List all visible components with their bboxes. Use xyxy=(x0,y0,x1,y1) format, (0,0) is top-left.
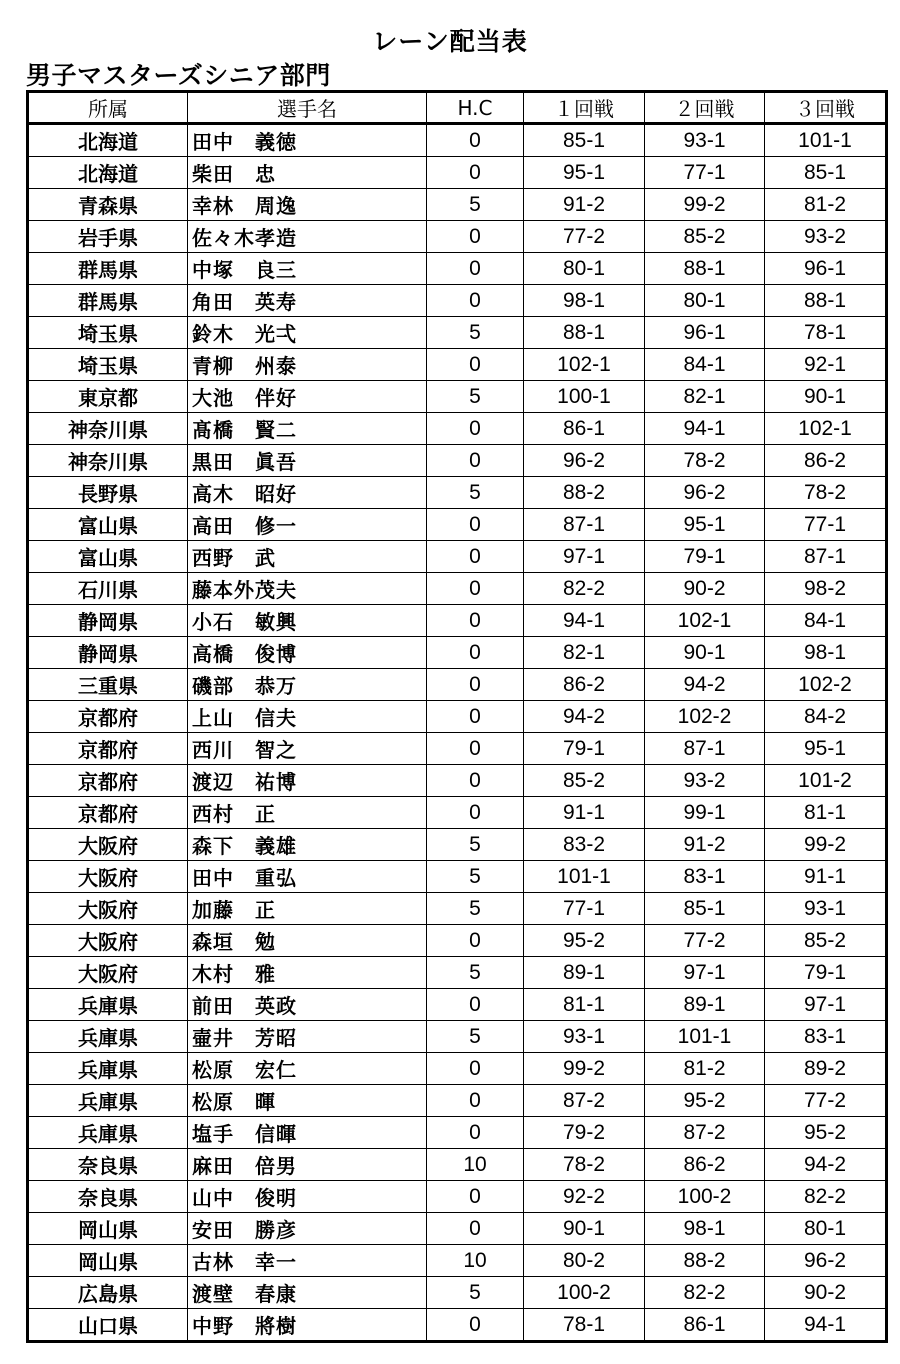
round-1-lane-cell: 80-1 xyxy=(524,253,645,285)
round-3-lane-cell: 86-2 xyxy=(765,445,887,477)
player-name-cell: 古林 幸一 xyxy=(188,1245,427,1277)
affiliation-cell: 大阪府 xyxy=(28,957,188,989)
round-3-lane-cell: 78-1 xyxy=(765,317,887,349)
header-player-name: 選手名 xyxy=(188,92,427,124)
affiliation-cell: 兵庫県 xyxy=(28,1117,188,1149)
header-handicap: H.C xyxy=(427,92,524,124)
affiliation-cell: 京都府 xyxy=(28,765,188,797)
handicap-cell: 5 xyxy=(427,861,524,893)
round-3-lane-cell: 95-1 xyxy=(765,733,887,765)
round-2-lane-cell: 99-2 xyxy=(645,189,765,221)
affiliation-cell: 石川県 xyxy=(28,573,188,605)
table-row xyxy=(28,157,887,189)
player-name-cell: 田中 重弘 xyxy=(188,861,427,893)
player-name-cell: 田中 義徳 xyxy=(188,124,427,157)
round-3-lane-cell: 84-1 xyxy=(765,605,887,637)
table-row xyxy=(28,413,887,445)
round-1-lane-cell: 91-1 xyxy=(524,797,645,829)
affiliation-cell: 大阪府 xyxy=(28,925,188,957)
round-2-lane-cell: 84-1 xyxy=(645,349,765,381)
round-2-lane-cell: 94-1 xyxy=(645,413,765,445)
round-3-lane-cell: 98-1 xyxy=(765,637,887,669)
player-name-cell: 柴田 忠 xyxy=(188,157,427,189)
player-name-cell: 高橋 俊博 xyxy=(188,637,427,669)
round-1-lane-cell: 95-2 xyxy=(524,925,645,957)
affiliation-cell: 富山県 xyxy=(28,509,188,541)
table-row xyxy=(28,1309,887,1342)
round-1-lane-cell: 86-1 xyxy=(524,413,645,445)
round-2-lane-cell: 87-2 xyxy=(645,1117,765,1149)
round-1-lane-cell: 101-1 xyxy=(524,861,645,893)
affiliation-cell: 大阪府 xyxy=(28,829,188,861)
round-3-lane-cell: 91-1 xyxy=(765,861,887,893)
table-row xyxy=(28,573,887,605)
affiliation-cell: 兵庫県 xyxy=(28,989,188,1021)
handicap-cell: 0 xyxy=(427,701,524,733)
round-1-lane-cell: 97-1 xyxy=(524,541,645,573)
table-row xyxy=(28,1117,887,1149)
affiliation-cell: 埼玉県 xyxy=(28,317,188,349)
handicap-cell: 0 xyxy=(427,637,524,669)
player-name-cell: 西村 正 xyxy=(188,797,427,829)
affiliation-cell: 静岡県 xyxy=(28,605,188,637)
round-1-lane-cell: 79-2 xyxy=(524,1117,645,1149)
player-name-cell: 中野 將樹 xyxy=(188,1309,427,1342)
affiliation-cell: 群馬県 xyxy=(28,253,188,285)
round-3-lane-cell: 98-2 xyxy=(765,573,887,605)
player-name-cell: 高木 昭好 xyxy=(188,477,427,509)
handicap-cell: 0 xyxy=(427,605,524,637)
round-3-lane-cell: 102-1 xyxy=(765,413,887,445)
round-3-lane-cell: 81-1 xyxy=(765,797,887,829)
round-3-lane-cell: 93-2 xyxy=(765,221,887,253)
handicap-cell: 0 xyxy=(427,733,524,765)
round-2-lane-cell: 77-1 xyxy=(645,157,765,189)
round-2-lane-cell: 101-1 xyxy=(645,1021,765,1053)
table-row xyxy=(28,733,887,765)
handicap-cell: 0 xyxy=(427,1181,524,1213)
player-name-cell: 髙橋 賢二 xyxy=(188,413,427,445)
table-row xyxy=(28,701,887,733)
round-3-lane-cell: 78-2 xyxy=(765,477,887,509)
player-name-cell: 幸林 周逸 xyxy=(188,189,427,221)
affiliation-cell: 広島県 xyxy=(28,1277,188,1309)
handicap-cell: 5 xyxy=(427,317,524,349)
handicap-cell: 0 xyxy=(427,1213,524,1245)
player-name-cell: 森下 義雄 xyxy=(188,829,427,861)
round-1-lane-cell: 92-2 xyxy=(524,1181,645,1213)
table-row xyxy=(28,637,887,669)
round-3-lane-cell: 96-2 xyxy=(765,1245,887,1277)
round-1-lane-cell: 100-1 xyxy=(524,381,645,413)
round-1-lane-cell: 96-2 xyxy=(524,445,645,477)
player-name-cell: 磯部 恭万 xyxy=(188,669,427,701)
round-2-lane-cell: 93-1 xyxy=(645,124,765,157)
handicap-cell: 10 xyxy=(427,1245,524,1277)
player-name-cell: 安田 勝彦 xyxy=(188,1213,427,1245)
player-name-cell: 大池 伴好 xyxy=(188,381,427,413)
round-1-lane-cell: 77-1 xyxy=(524,893,645,925)
handicap-cell: 0 xyxy=(427,797,524,829)
handicap-cell: 0 xyxy=(427,1309,524,1342)
handicap-cell: 5 xyxy=(427,1277,524,1309)
round-1-lane-cell: 82-1 xyxy=(524,637,645,669)
round-2-lane-cell: 86-1 xyxy=(645,1309,765,1342)
affiliation-cell: 大阪府 xyxy=(28,893,188,925)
round-2-lane-cell: 88-2 xyxy=(645,1245,765,1277)
round-2-lane-cell: 90-1 xyxy=(645,637,765,669)
round-3-lane-cell: 94-1 xyxy=(765,1309,887,1342)
affiliation-cell: 岩手県 xyxy=(28,221,188,253)
round-2-lane-cell: 88-1 xyxy=(645,253,765,285)
handicap-cell: 5 xyxy=(427,381,524,413)
round-2-lane-cell: 85-2 xyxy=(645,221,765,253)
table-row xyxy=(28,1277,887,1309)
affiliation-cell: 青森県 xyxy=(28,189,188,221)
round-1-lane-cell: 86-2 xyxy=(524,669,645,701)
affiliation-cell: 奈良県 xyxy=(28,1181,188,1213)
affiliation-cell: 山口県 xyxy=(28,1309,188,1342)
table-row xyxy=(28,381,887,413)
round-3-lane-cell: 93-1 xyxy=(765,893,887,925)
table-row xyxy=(28,1181,887,1213)
handicap-cell: 0 xyxy=(427,349,524,381)
round-3-lane-cell: 84-2 xyxy=(765,701,887,733)
affiliation-cell: 三重県 xyxy=(28,669,188,701)
round-1-lane-cell: 102-1 xyxy=(524,349,645,381)
round-3-lane-cell: 83-1 xyxy=(765,1021,887,1053)
round-2-lane-cell: 94-2 xyxy=(645,669,765,701)
round-2-lane-cell: 80-1 xyxy=(645,285,765,317)
player-name-cell: 塩手 信暉 xyxy=(188,1117,427,1149)
table-row xyxy=(28,189,887,221)
table-row xyxy=(28,989,887,1021)
player-name-cell: 高田 修一 xyxy=(188,509,427,541)
round-2-lane-cell: 91-2 xyxy=(645,829,765,861)
round-3-lane-cell: 92-1 xyxy=(765,349,887,381)
player-name-cell: 上山 信夫 xyxy=(188,701,427,733)
table-row xyxy=(28,797,887,829)
round-2-lane-cell: 102-2 xyxy=(645,701,765,733)
round-1-lane-cell: 85-2 xyxy=(524,765,645,797)
round-2-lane-cell: 102-1 xyxy=(645,605,765,637)
round-3-lane-cell: 90-1 xyxy=(765,381,887,413)
table-row xyxy=(28,861,887,893)
round-2-lane-cell: 98-1 xyxy=(645,1213,765,1245)
player-name-cell: 松原 暉 xyxy=(188,1085,427,1117)
handicap-cell: 5 xyxy=(427,829,524,861)
round-3-lane-cell: 77-2 xyxy=(765,1085,887,1117)
affiliation-cell: 静岡県 xyxy=(28,637,188,669)
handicap-cell: 5 xyxy=(427,477,524,509)
handicap-cell: 0 xyxy=(427,1117,524,1149)
handicap-cell: 0 xyxy=(427,573,524,605)
affiliation-cell: 岡山県 xyxy=(28,1213,188,1245)
table-row xyxy=(28,1085,887,1117)
round-2-lane-cell: 100-2 xyxy=(645,1181,765,1213)
round-2-lane-cell: 95-2 xyxy=(645,1085,765,1117)
round-3-lane-cell: 88-1 xyxy=(765,285,887,317)
page-title: レーン配当表 xyxy=(372,27,528,56)
handicap-cell: 0 xyxy=(427,989,524,1021)
header-affiliation: 所属 xyxy=(28,92,188,124)
round-1-lane-cell: 99-2 xyxy=(524,1053,645,1085)
player-name-cell: 山中 俊明 xyxy=(188,1181,427,1213)
table-body xyxy=(28,124,887,1342)
round-1-lane-cell: 79-1 xyxy=(524,733,645,765)
round-3-lane-cell: 85-2 xyxy=(765,925,887,957)
round-3-lane-cell: 81-2 xyxy=(765,189,887,221)
round-2-lane-cell: 96-1 xyxy=(645,317,765,349)
affiliation-cell: 東京都 xyxy=(28,381,188,413)
round-2-lane-cell: 95-1 xyxy=(645,509,765,541)
player-name-cell: 西野 武 xyxy=(188,541,427,573)
player-name-cell: 松原 宏仁 xyxy=(188,1053,427,1085)
player-name-cell: 黒田 眞吾 xyxy=(188,445,427,477)
round-2-lane-cell: 89-1 xyxy=(645,989,765,1021)
round-2-lane-cell: 96-2 xyxy=(645,477,765,509)
round-2-lane-cell: 79-1 xyxy=(645,541,765,573)
table-row xyxy=(28,605,887,637)
round-1-lane-cell: 94-1 xyxy=(524,605,645,637)
table-row xyxy=(28,317,887,349)
table-row xyxy=(28,669,887,701)
player-name-cell: 佐々木孝造 xyxy=(188,221,427,253)
handicap-cell: 0 xyxy=(427,1053,524,1085)
round-1-lane-cell: 85-1 xyxy=(524,124,645,157)
table-row xyxy=(28,1053,887,1085)
player-name-cell: 壷井 芳昭 xyxy=(188,1021,427,1053)
affiliation-cell: 岡山県 xyxy=(28,1245,188,1277)
round-3-lane-cell: 79-1 xyxy=(765,957,887,989)
table-row xyxy=(28,925,887,957)
round-2-lane-cell: 87-1 xyxy=(645,733,765,765)
round-2-lane-cell: 85-1 xyxy=(645,893,765,925)
round-2-lane-cell: 99-1 xyxy=(645,797,765,829)
table-row xyxy=(28,445,887,477)
round-1-lane-cell: 89-1 xyxy=(524,957,645,989)
round-1-lane-cell: 91-2 xyxy=(524,189,645,221)
round-1-lane-cell: 98-1 xyxy=(524,285,645,317)
handicap-cell: 5 xyxy=(427,189,524,221)
handicap-cell: 5 xyxy=(427,957,524,989)
player-name-cell: 渡壁 春康 xyxy=(188,1277,427,1309)
player-name-cell: 中塚 良三 xyxy=(188,253,427,285)
affiliation-cell: 京都府 xyxy=(28,701,188,733)
round-1-lane-cell: 78-2 xyxy=(524,1149,645,1181)
handicap-cell: 0 xyxy=(427,413,524,445)
handicap-cell: 5 xyxy=(427,893,524,925)
round-1-lane-cell: 100-2 xyxy=(524,1277,645,1309)
handicap-cell: 0 xyxy=(427,541,524,573)
round-1-lane-cell: 83-2 xyxy=(524,829,645,861)
round-3-lane-cell: 77-1 xyxy=(765,509,887,541)
affiliation-cell: 富山県 xyxy=(28,541,188,573)
round-3-lane-cell: 101-2 xyxy=(765,765,887,797)
lane-assignment-table xyxy=(26,90,888,1343)
round-2-lane-cell: 78-2 xyxy=(645,445,765,477)
round-1-lane-cell: 77-2 xyxy=(524,221,645,253)
player-name-cell: 前田 英政 xyxy=(188,989,427,1021)
round-2-lane-cell: 77-2 xyxy=(645,925,765,957)
round-3-lane-cell: 82-2 xyxy=(765,1181,887,1213)
player-name-cell: 森垣 勉 xyxy=(188,925,427,957)
round-1-lane-cell: 90-1 xyxy=(524,1213,645,1245)
round-1-lane-cell: 88-1 xyxy=(524,317,645,349)
round-1-lane-cell: 95-1 xyxy=(524,157,645,189)
round-3-lane-cell: 85-1 xyxy=(765,157,887,189)
handicap-cell: 0 xyxy=(427,221,524,253)
handicap-cell: 0 xyxy=(427,1085,524,1117)
table-row xyxy=(28,1213,887,1245)
affiliation-cell: 北海道 xyxy=(28,124,188,157)
round-1-lane-cell: 81-1 xyxy=(524,989,645,1021)
round-1-lane-cell: 93-1 xyxy=(524,1021,645,1053)
player-name-cell: 加藤 正 xyxy=(188,893,427,925)
affiliation-cell: 群馬県 xyxy=(28,285,188,317)
table-row xyxy=(28,893,887,925)
table-row xyxy=(28,221,887,253)
round-3-lane-cell: 95-2 xyxy=(765,1117,887,1149)
player-name-cell: 小石 敏興 xyxy=(188,605,427,637)
header-round-1: １回戦 xyxy=(524,92,645,124)
table-row xyxy=(28,509,887,541)
affiliation-cell: 長野県 xyxy=(28,477,188,509)
round-3-lane-cell: 102-2 xyxy=(765,669,887,701)
table-row xyxy=(28,285,887,317)
affiliation-cell: 北海道 xyxy=(28,157,188,189)
header-round-3: ３回戦 xyxy=(765,92,887,124)
round-3-lane-cell: 96-1 xyxy=(765,253,887,285)
handicap-cell: 0 xyxy=(427,765,524,797)
table-row xyxy=(28,957,887,989)
player-name-cell: 藤本外茂夫 xyxy=(188,573,427,605)
handicap-cell: 0 xyxy=(427,253,524,285)
round-2-lane-cell: 81-2 xyxy=(645,1053,765,1085)
handicap-cell: 0 xyxy=(427,925,524,957)
round-3-lane-cell: 87-1 xyxy=(765,541,887,573)
player-name-cell: 渡辺 祐博 xyxy=(188,765,427,797)
player-name-cell: 角田 英寿 xyxy=(188,285,427,317)
section-title: 男子マスターズシニア部門 xyxy=(26,61,331,90)
player-name-cell: 鈴木 光弌 xyxy=(188,317,427,349)
round-2-lane-cell: 86-2 xyxy=(645,1149,765,1181)
affiliation-cell: 京都府 xyxy=(28,733,188,765)
handicap-cell: 10 xyxy=(427,1149,524,1181)
handicap-cell: 0 xyxy=(427,669,524,701)
player-name-cell: 麻田 倍男 xyxy=(188,1149,427,1181)
handicap-cell: 0 xyxy=(427,124,524,157)
round-3-lane-cell: 99-2 xyxy=(765,829,887,861)
round-2-lane-cell: 82-2 xyxy=(645,1277,765,1309)
table-row xyxy=(28,1149,887,1181)
round-1-lane-cell: 94-2 xyxy=(524,701,645,733)
round-2-lane-cell: 97-1 xyxy=(645,957,765,989)
handicap-cell: 5 xyxy=(427,1021,524,1053)
affiliation-cell: 奈良県 xyxy=(28,1149,188,1181)
affiliation-cell: 兵庫県 xyxy=(28,1021,188,1053)
table-row xyxy=(28,477,887,509)
handicap-cell: 0 xyxy=(427,157,524,189)
affiliation-cell: 神奈川県 xyxy=(28,413,188,445)
table-row xyxy=(28,829,887,861)
affiliation-cell: 神奈川県 xyxy=(28,445,188,477)
table-row xyxy=(28,1021,887,1053)
affiliation-cell: 兵庫県 xyxy=(28,1053,188,1085)
round-1-lane-cell: 78-1 xyxy=(524,1309,645,1342)
round-2-lane-cell: 93-2 xyxy=(645,765,765,797)
round-3-lane-cell: 101-1 xyxy=(765,124,887,157)
player-name-cell: 木村 雅 xyxy=(188,957,427,989)
affiliation-cell: 埼玉県 xyxy=(28,349,188,381)
player-name-cell: 青柳 州泰 xyxy=(188,349,427,381)
round-2-lane-cell: 83-1 xyxy=(645,861,765,893)
affiliation-cell: 兵庫県 xyxy=(28,1085,188,1117)
round-3-lane-cell: 90-2 xyxy=(765,1277,887,1309)
round-3-lane-cell: 89-2 xyxy=(765,1053,887,1085)
header-row xyxy=(28,92,887,124)
header-round-2: ２回戦 xyxy=(645,92,765,124)
round-2-lane-cell: 90-2 xyxy=(645,573,765,605)
player-name-cell: 西川 智之 xyxy=(188,733,427,765)
round-1-lane-cell: 87-1 xyxy=(524,509,645,541)
table-row xyxy=(28,124,887,157)
round-1-lane-cell: 88-2 xyxy=(524,477,645,509)
round-3-lane-cell: 97-1 xyxy=(765,989,887,1021)
handicap-cell: 0 xyxy=(427,285,524,317)
table-row xyxy=(28,349,887,381)
round-1-lane-cell: 80-2 xyxy=(524,1245,645,1277)
round-3-lane-cell: 80-1 xyxy=(765,1213,887,1245)
round-1-lane-cell: 82-2 xyxy=(524,573,645,605)
affiliation-cell: 京都府 xyxy=(28,797,188,829)
round-1-lane-cell: 87-2 xyxy=(524,1085,645,1117)
handicap-cell: 0 xyxy=(427,509,524,541)
table-row xyxy=(28,541,887,573)
table-row xyxy=(28,253,887,285)
round-2-lane-cell: 82-1 xyxy=(645,381,765,413)
round-3-lane-cell: 94-2 xyxy=(765,1149,887,1181)
table-row xyxy=(28,1245,887,1277)
table-row xyxy=(28,765,887,797)
handicap-cell: 0 xyxy=(427,445,524,477)
affiliation-cell: 大阪府 xyxy=(28,861,188,893)
